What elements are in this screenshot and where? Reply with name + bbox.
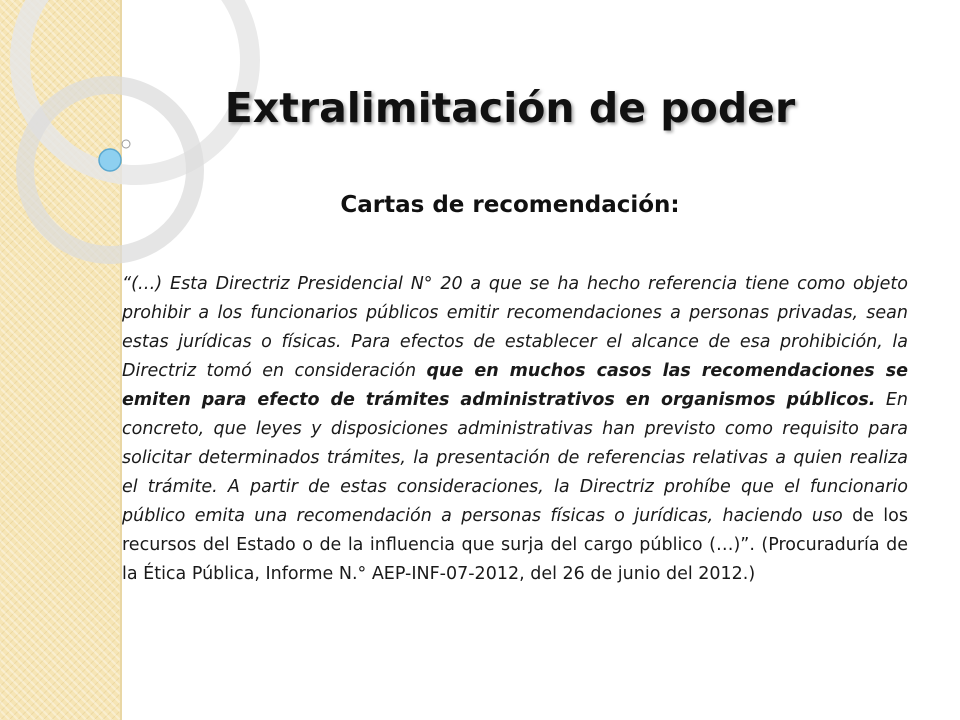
circle-dot-icon [99,149,121,171]
quote-text-citation: de los recursos del Estado o de la influencia que surja del cargo público (…)”. (Procuraduría de la Ética Pública, Informe N.° AEP-INF-07-2012, del 26 de junio del 2012.) [122,506,908,584]
quote-paragraph [122,270,908,589]
quote-text-body: En concreto, que leyes y disposiciones administrativas han previsto como requisito para solicitar determinados trámites, la presentación de referencias relativas a quien realiza el trámite. A partir de estas consideraciones, la Directriz prohíbe que el funcionario público emita una recomendación a personas físicas o jurídicas, haciendo uso [122,390,908,526]
section-subtitle: Cartas de recomendación: [340,192,680,218]
quote-text-intro: “(…) Esta Directriz Presidencial N° 20 a que se ha hecho referencia tiene como objeto prohibir a los funcionarios públicos emitir recomendaciones a personas privadas, sean estas jurídicas o físicas. Para efectos de establecer el alcance de esa prohibición, la Directriz tomó en consideración [122,274,908,381]
page-title: Extralimitación de poder [224,84,796,132]
ring-decoration-icon [0,0,200,300]
small-ring-icon [122,140,130,148]
quote-text-emphasis: que en muchos casos las recomendaciones se emiten para efecto de trámites administrativos en organismos públicos. [122,361,908,410]
